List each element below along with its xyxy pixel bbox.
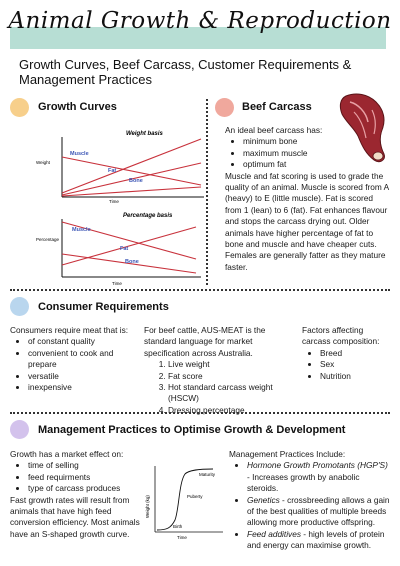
growth-curves-circle-icon [10, 98, 29, 117]
list-item [247, 460, 391, 494]
weight-chart-ylabel: Weight [36, 160, 50, 165]
growth-chart-label-puberty: Puberty [187, 494, 203, 499]
management-left-paragraph: Fast growth rates will result from animals that have high feed conversion efficiency. Most animals have an S-shaped growth curve. [10, 494, 140, 539]
page-title: Animal Growth & Reproduction [8, 8, 392, 34]
page-subtitle: Growth Curves, Beef Carcass, Customer Requirements & Management Practices [19, 57, 352, 87]
growth-chart-ylabel: Weight (kg) [145, 495, 150, 518]
list-item: • of constant quality [28, 336, 140, 347]
list-item [247, 529, 391, 552]
weight-basis-chart [36, 127, 206, 205]
beef-carcass-paragraph: Muscle and fat scoring is used to grade the quality of an animal. Muscle is scored from A (heavy) to E (little muscle). Fat is scored from 1 (lean) to 6 (fat). Fat enhances flavour and stops the carcass drying out. Older animals have higher percentage of fat to bone and muscle and have cheaper cuts. Females are generally fatter as they mature faster. [225, 170, 389, 272]
weight-chart-title: Weight basis [126, 131, 163, 137]
consumer-col-2 [144, 325, 296, 416]
list-item: • Sex [320, 359, 392, 370]
list-item: 3. Hot standard carcass weight (HSCW) [168, 382, 296, 405]
practice-desc: - crossbreeding allows a gain of the best qualities of multiple breeds allowing more productive offspring. [247, 494, 390, 528]
list-item: • optimum fat [243, 159, 390, 170]
growth-curves-heading: Growth Curves [38, 101, 117, 113]
consumer-col3-intro: Factors affecting carcass composition: [302, 325, 380, 347]
percentage-basis-chart [36, 209, 206, 287]
list-item: • inexpensive [28, 382, 140, 393]
consumer-col-1 [10, 325, 140, 393]
list-item: 2. Fat score [168, 371, 296, 382]
beef-carcass-heading: Beef Carcass [242, 101, 312, 113]
percentage-chart-label-muscle: Muscle [72, 227, 91, 233]
percentage-chart-title: Percentage basis [123, 213, 173, 219]
section-divider-2 [10, 412, 390, 414]
practice-desc: - Increases growth by anabolic steroids. [247, 471, 360, 494]
s-shaped-growth-chart [143, 462, 225, 542]
beef-carcass-circle-icon [215, 98, 234, 117]
list-item: • Nutrition [320, 371, 392, 382]
consumer-heading: Consumer Requirements [38, 301, 169, 313]
practice-term: Genetics [247, 494, 280, 505]
consumer-col2-list [144, 359, 296, 416]
weight-chart-label-fat: Fat [108, 168, 117, 174]
list-item: • convenient to cook and prepare [28, 348, 140, 371]
column-divider [206, 99, 208, 285]
percentage-chart-ylabel: Percentage [36, 237, 60, 242]
weight-chart-muscle-line-2 [62, 139, 201, 193]
beef-carcass-content [225, 125, 390, 273]
weight-chart-label-bone: Bone [129, 178, 143, 184]
growth-chart-label-maturity: Maturity [199, 472, 216, 477]
management-left-bullets [10, 460, 145, 494]
management-right [229, 449, 391, 552]
list-item: • minimum bone [243, 136, 390, 147]
management-right-list [229, 460, 391, 551]
management-left-intro: Growth has a market effect on: [10, 449, 124, 459]
percentage-chart-label-fat: Fat [120, 246, 129, 252]
consumer-col2-intro: For beef cattle, AUS-MEAT is the standard language for market specification across Australia. [144, 325, 266, 358]
growth-chart-label-birth: Birth [173, 524, 183, 529]
consumer-col1-bullets [10, 336, 140, 393]
weight-chart-label-muscle: Muscle [70, 151, 89, 157]
practice-term: Hormone Growth Promotants (HGP'S) [247, 460, 388, 471]
management-heading: Management Practices to Optimise Growth & Development [38, 424, 346, 436]
list-item [247, 495, 391, 529]
practice-term: Feed additives [247, 528, 301, 539]
consumer-col1-intro: Consumers require meat that is: [10, 325, 129, 335]
list-item: 4. Dressing percentage [168, 405, 296, 416]
growth-chart-xlabel: Time [177, 535, 187, 540]
list-item: • versatile [28, 371, 140, 382]
list-item: • feed requirments [28, 472, 145, 483]
consumer-col-3 [302, 325, 392, 382]
consumer-circle-icon [10, 297, 29, 316]
growth-chart-s-curve [157, 469, 213, 530]
management-right-intro: Management Practices Include: [229, 449, 346, 459]
beef-carcass-intro: An ideal beef carcass has: [225, 125, 323, 135]
section-divider-1 [10, 289, 390, 291]
beef-carcass-bullets [225, 136, 390, 170]
percentage-chart-xlabel: Time [112, 281, 122, 286]
list-item: • type of carcass produces [28, 483, 145, 494]
percentage-chart-label-bone: Bone [125, 259, 139, 265]
list-item: • Breed [320, 348, 392, 359]
list-item: • time of selling [28, 460, 145, 471]
management-left [10, 449, 145, 540]
list-item: • maximum muscle [243, 148, 390, 159]
weight-chart-bone-line [62, 187, 201, 196]
management-circle-icon [10, 420, 29, 439]
list-item: 1. Live weight [168, 359, 296, 370]
practice-desc: - high levels of protein and energy can maximise growth. [247, 528, 385, 551]
consumer-col3-bullets [302, 348, 392, 382]
weight-chart-xlabel: Time [109, 199, 119, 204]
